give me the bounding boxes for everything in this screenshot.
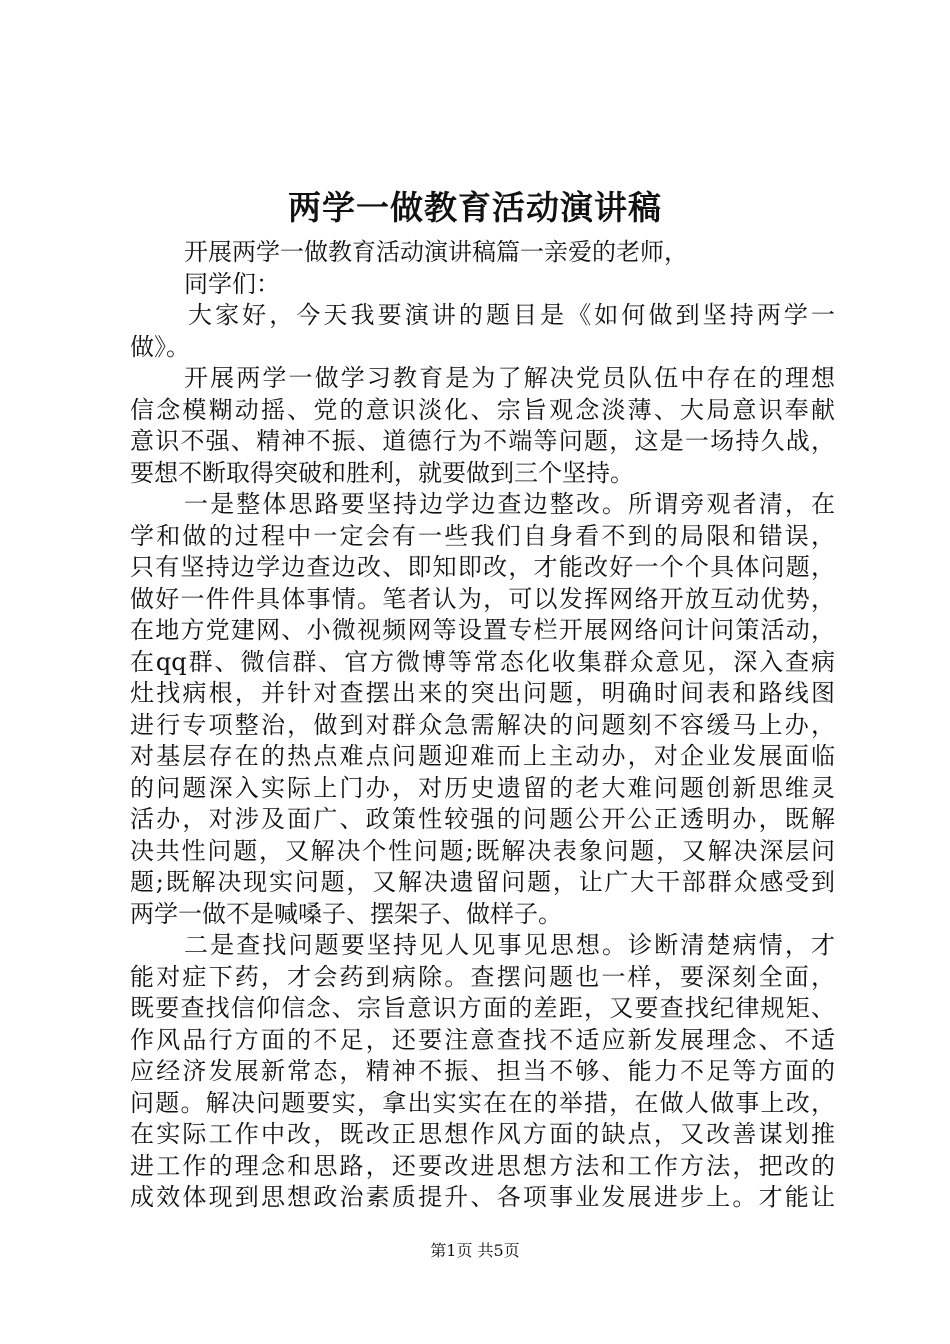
body-line: 对基层存在的热点难点问题迎难而上主动办，对企业发展面临 — [130, 742, 835, 770]
body-line: 一是整体思路要坚持边学边查边整改。所谓旁观者清，在 — [184, 490, 835, 518]
body-line: 开展两学一做学习教育是为了解决党员队伍中存在的理想 — [184, 364, 835, 392]
body-line: 决共性问题，又解决个性问题;既解决表象问题，又解决深层问 — [130, 836, 835, 865]
document-title: 两学一做教育活动演讲稿 — [288, 188, 662, 227]
body-line: 做》。 — [130, 332, 190, 361]
body-line: 成效体现到思想政治素质提升、各项事业发展进步上。才能让 — [130, 1183, 835, 1211]
body-line: 做好一件件具体事情。笔者认为，可以发挥网络开放互动优势， — [130, 584, 835, 613]
body-line: 同学们： — [184, 269, 280, 298]
body-line: 要想不断取得突破和胜利，就要做到三个坚持。 — [130, 458, 634, 487]
body-line: 在实际工作中改，既改正思想作风方面的缺点，又改善谋划推 — [130, 1120, 835, 1148]
body-line: 作风品行方面的不足，还要注意查找不适应新发展理念、不适 — [130, 1025, 835, 1054]
body-line: 能对症下药，才会药到病除。查摆问题也一样，要深刻全面， — [130, 962, 835, 991]
document-body — [130, 237, 835, 1214]
body-line: 学和做的过程中一定会有一些我们自身看不到的局限和错误， — [130, 521, 835, 550]
body-line: 二是查找问题要坚持见人见事见思想。诊断清楚病情，才 — [184, 931, 835, 959]
body-line: 进行专项整治，做到对群众急需解决的问题刻不容缓马上办， — [130, 710, 835, 739]
body-line: 既要查找信仰信念、宗旨意识方面的差距，又要查找纪律规矩、 — [130, 994, 835, 1022]
body-line: 题;既解决现实问题，又解决遗留问题，让广大干部群众感受到 — [130, 868, 835, 896]
body-line: 信念模糊动摇、党的意识淡化、宗旨观念淡薄、大局意识奉献 — [130, 395, 835, 424]
body-line: 两学一做不是喊嗓子、摆架子、做样子。 — [130, 899, 562, 928]
body-line: 应经济发展新常态，精神不振、担当不够、能力不足等方面的 — [130, 1057, 835, 1085]
body-line: 意识不强、精神不振、道德行为不端等问题，这是一场持久战， — [130, 427, 835, 455]
body-line: 在地方党建网、小微视频网等设置专栏开展网络问计问策活动， — [130, 616, 835, 644]
body-line: 进工作的理念和思路，还要改进思想方法和工作方法，把改的 — [130, 1151, 835, 1180]
body-line: 大家好，今天我要演讲的题目是《如何做到坚持两学一 — [188, 301, 835, 329]
body-line: 活办，对涉及面广、政策性较强的问题公开公正透明办，既解 — [130, 805, 835, 833]
body-line: 灶找病根，并针对查摆出来的突出问题，明确时间表和路线图 — [130, 679, 835, 707]
page-number-footer: 第1页 共5页 — [430, 1241, 520, 1260]
body-line: 的问题深入实际上门办，对历史遗留的老大难问题创新思维灵 — [130, 773, 835, 802]
body-line: 问题。解决问题要实，拿出实实在在的举措，在做人做事上改， — [130, 1088, 835, 1117]
body-line: 只有坚持边学边查边改、即知即改，才能改好一个个具体问题， — [130, 553, 835, 581]
body-line: 在qq群、微信群、官方微博等常态化收集群众意见，深入查病 — [130, 647, 835, 676]
body-line: 开展两学一做教育活动演讲稿篇一亲爱的老师， — [184, 238, 688, 266]
